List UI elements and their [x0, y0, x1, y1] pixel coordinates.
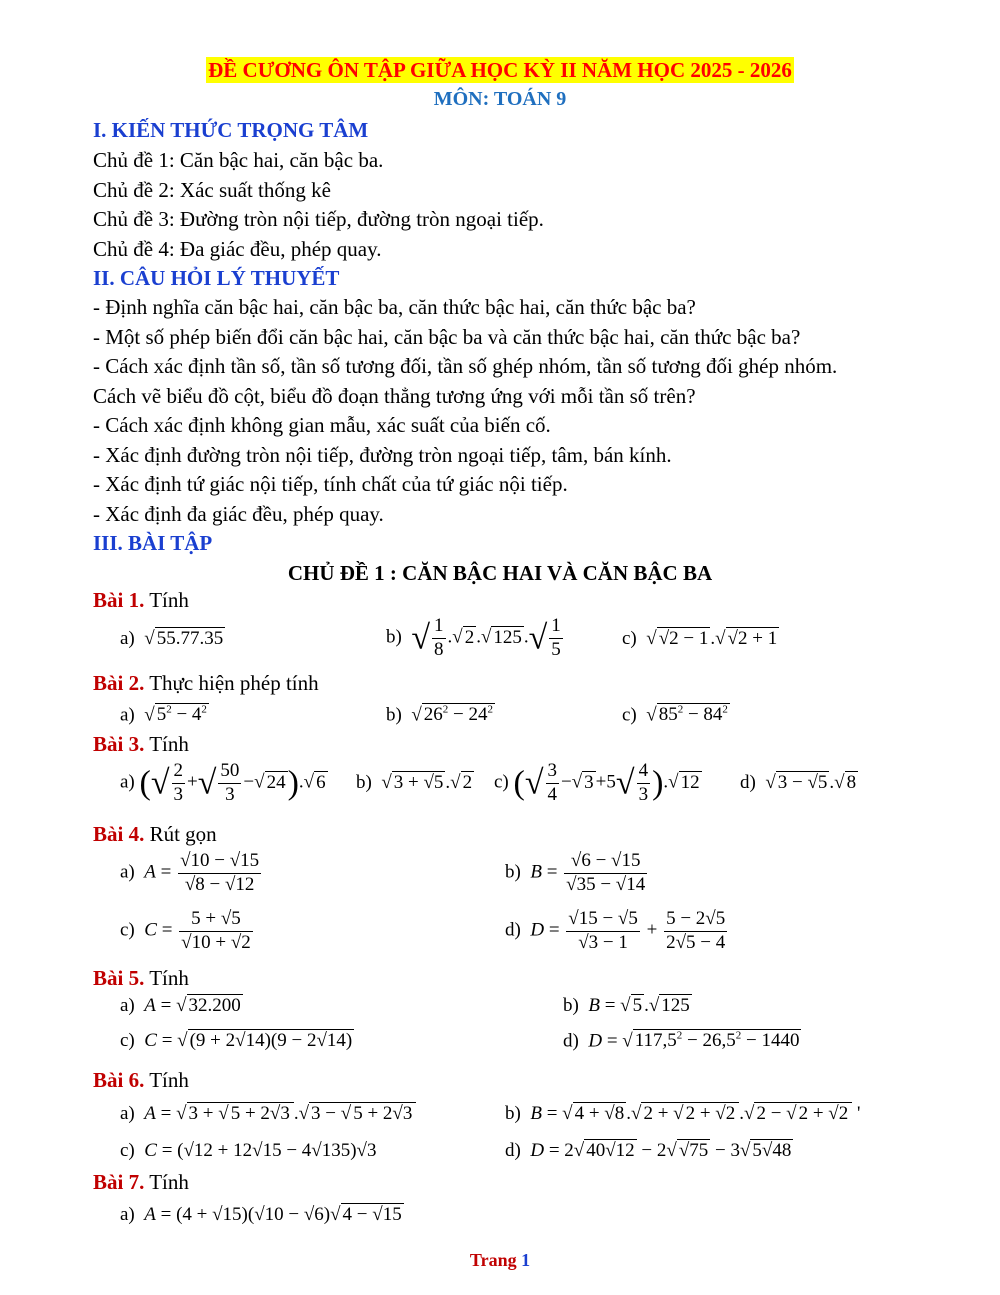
topic-item: Chủ đề 2: Xác suất thống kê: [93, 178, 331, 202]
exercise-3: Bài 3. Tính: [93, 732, 189, 756]
topic-item: Chủ đề 3: Đường tròn nội tiếp, đường tròn ngoại tiếp.: [93, 207, 544, 231]
theory-question: - Xác định tứ giác nội tiếp, tính chất của tứ giác nội tiếp.: [93, 472, 568, 496]
theory-question: - Một số phép biến đổi căn bậc hai, căn bậc ba và căn thức bậc hai, căn thức bậc ba?: [93, 325, 801, 349]
formula: d) D = $\frac{√15 - √5}{√3 - 1}$ + $\frac{5 - 2√5}{2√5 - 4}$: [505, 908, 726, 953]
formula: d) D = 2√ 40√12 − 2√ √75 − 3√ 5√48: [505, 1140, 792, 1161]
formula: b) √ $\frac{1}{8}$ .√ 2 .√ 125 .√ $\frac{1}{5}$: [386, 615, 561, 660]
formula: b) B = √ 4 + √8 .√ 2 + √ 2 + √2 .√ 2 − √ 2 + √2 ': [505, 1103, 861, 1124]
formula: a) A = $\frac{√10 - √15}{√8 - √12}$: [120, 850, 260, 895]
topic-heading: CHỦ ĐỀ 1 : CĂN BẬC HAI VÀ CĂN BẬC BA: [287, 561, 713, 585]
formula: c) (√ $\frac{3}{4}$ −√ 3 +5√ $\frac{4}{3}$ ).√ 12: [494, 760, 700, 805]
theory-question: - Cách xác định không gian mẫu, xác suất của biến cố.: [93, 413, 551, 437]
section-1-heading: I. KIẾN THỨC TRỌNG TÂM: [93, 118, 369, 142]
formula: a) A = √ 32.200: [120, 995, 241, 1016]
formula: a) A = √ 3 + √ 5 + 2√3 .√ 3 − √ 5 + 2√3: [120, 1103, 416, 1125]
formula: a) A = (4 + √15)(√10 − √6)√ 4 − √15: [120, 1204, 402, 1225]
theory-question: - Cách xác định tần số, tần số tương đối, tần số ghép nhóm, tần số tương đối ghép nhóm.: [93, 354, 838, 378]
formula: b) B = $\frac{√6 - √15}{√35 - √14}$: [505, 850, 646, 895]
exercise-7: Bài 7. Tính: [93, 1170, 189, 1194]
formula: b) √ $26^2 - 24^2$: [386, 704, 493, 726]
theory-question: - Xác định đa giác đều, phép quay.: [93, 502, 384, 526]
subject-title: MÔN: TOÁN 9: [433, 88, 567, 110]
formula: d) D = √ $117,5^2 - 26,5^2 - 1440$: [563, 1030, 800, 1052]
exercise-1: Bài 1. Tính: [93, 588, 189, 612]
theory-question: - Định nghĩa căn bậc hai, căn bậc ba, căn thức bậc hai, căn thức bậc ba?: [93, 295, 696, 319]
formula: a) √ $5^2 - 4^2$: [120, 704, 207, 726]
formula: c) C = $\frac{5 + √5}{√10 + √2}$: [120, 908, 251, 953]
section-2-heading: II. CÂU HỎI LÝ THUYẾT: [93, 266, 340, 290]
theory-question: Cách vẽ biểu đồ cột, biểu đồ đoạn thẳng tương ứng với mỗi tần số trên?: [93, 384, 696, 408]
exercise-2: Bài 2. Thực hiện phép tính: [93, 671, 319, 695]
formula: d) √ 3 − √5 .√ 8: [740, 772, 857, 793]
formula: a) (√ $\frac{2}{3}$ +√ $\frac{50}{3}$ −√ 24).√ 6: [120, 760, 326, 805]
formula: c) C = (√12 + 12√15 − 4√135)√3: [120, 1140, 377, 1161]
topic-item: Chủ đề 1: Căn bậc hai, căn bậc ba.: [93, 148, 384, 172]
formula: b) √ 3 + √5 .√ 2: [356, 772, 473, 793]
page-footer: Trang 1: [469, 1250, 531, 1270]
section-3-heading: III. BÀI TẬP: [93, 531, 213, 555]
exercise-5: Bài 5. Tính: [93, 966, 189, 990]
formula: c) C = √ (9 + 2√14)(9 − 2√14): [120, 1030, 353, 1051]
theory-question: - Xác định đường tròn nội tiếp, đường tròn ngoại tiếp, tâm, bán kính.: [93, 443, 672, 467]
formula: a) √ 55.77.35: [120, 628, 224, 649]
formula: c) √ √2 − 1 .√ √2 + 1: [622, 628, 778, 649]
formula: b) B = √ 5 .√ 125: [563, 995, 690, 1016]
exercise-4: Bài 4. Rút gọn: [93, 822, 217, 846]
exercise-6: Bài 6. Tính: [93, 1068, 189, 1092]
topic-item: Chủ đề 4: Đa giác đều, phép quay.: [93, 237, 382, 261]
formula: c) √ $85^2 - 84^2$: [622, 704, 728, 726]
document-title: ĐỀ CƯƠNG ÔN TẬP GIỮA HỌC KỲ II NĂM HỌC 2025 - 2026: [208, 58, 792, 82]
